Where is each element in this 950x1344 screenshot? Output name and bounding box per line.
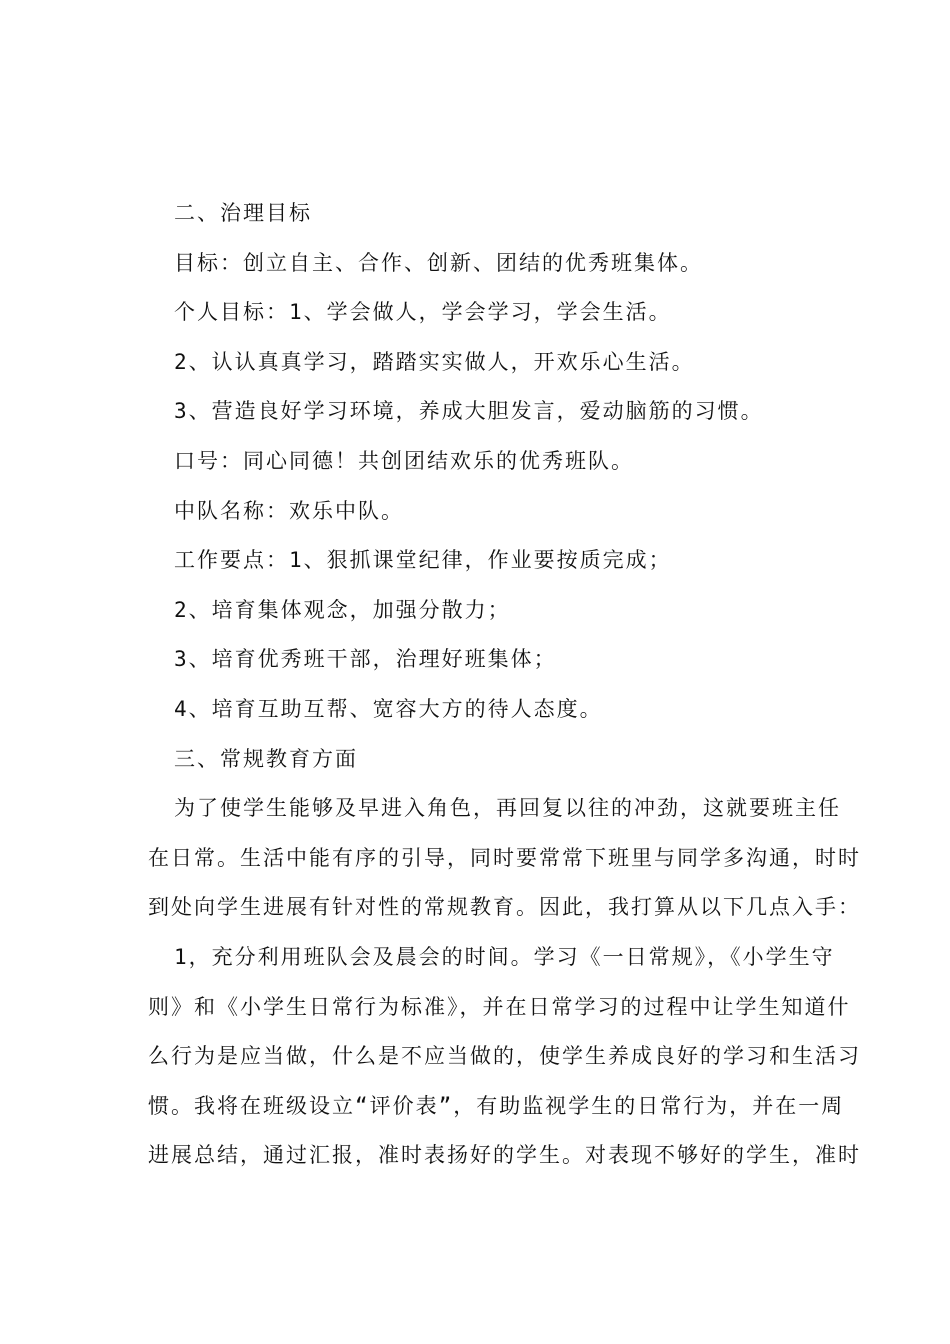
section-heading-goals: 二、治理目标 (174, 201, 312, 225)
text-line: 2、认认真真学习，踏踏实实做人，开欢乐心生活。 (174, 349, 695, 374)
paragraph-routine-intro (148, 784, 861, 933)
text-line: 4、培育互助互帮、宽容大方的待人态度。 (174, 696, 603, 721)
text-line: 工作要点：1、狠抓课堂纪律，作业要按质完成； (174, 548, 672, 573)
text-line: 中队名称：欢乐中队。 (174, 498, 404, 523)
paragraph-line: 为了使学生能够及早进入角色，再回复以往的冲劲，这就要班主任 (174, 796, 841, 821)
paragraph-line: 进展总结，通过汇报，准时表扬好的学生。对表现不够好的学生，准时 (148, 1143, 861, 1168)
paragraph-routine-point-1 (148, 933, 861, 1181)
paragraph-line: 1，充分利用班队会及晨会的时间。学习《一日常规》，《小学生守 (174, 944, 835, 969)
text-line: 个人目标：1、学会做人，学会学习，学会生活。 (174, 300, 672, 325)
document-body (148, 189, 861, 1181)
paragraph-line: 在日常。生活中能有序的引导，同时要常常下班里与同学多沟通，时时 (148, 845, 861, 870)
paragraph-line: 则》和《小学生日常行为标准》，并在日常学习的过程中让学生知道什 (148, 994, 851, 1019)
text-line: 3、培育优秀班干部，治理好班集体； (174, 647, 557, 672)
text-line: 3、营造良好学习环境，养成大胆发言，爱动脑筋的习惯。 (174, 399, 764, 424)
paragraph-line: 到处向学生进展有针对性的常规教育。因此，我打算从以下几点入手： (148, 895, 861, 920)
text-line: 2、培育集体观念，加强分散力； (174, 597, 511, 622)
paragraph-line: 么行为是应当做，什么是不应当做的，使学生养成良好的学习和生活习 (148, 1044, 861, 1069)
text-line: 目标：创立自主、合作、创新、团结的优秀班集体。 (174, 250, 703, 275)
text-line: 口号：同心同德！共创团结欢乐的优秀班队。 (174, 448, 634, 473)
section-heading-routine: 三、常规教育方面 (174, 746, 358, 771)
paragraph-line: 惯。我将在班级设立“评价表”，有助监视学生的日常行为，并在一周 (148, 1093, 845, 1118)
